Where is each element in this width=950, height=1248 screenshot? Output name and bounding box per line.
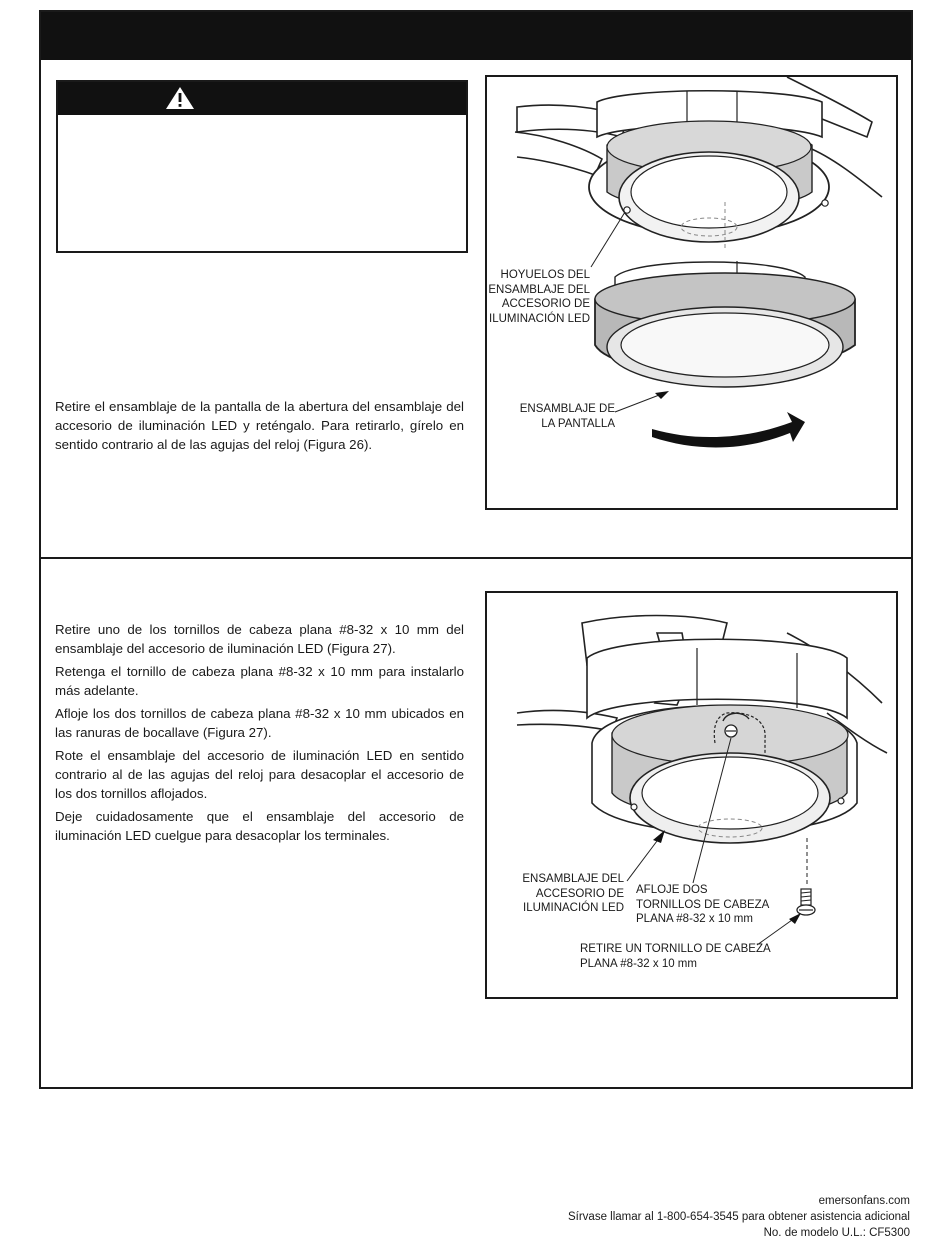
figure-26	[485, 75, 898, 510]
instruction-remove-shade	[55, 397, 464, 458]
led-fixture-illustration	[487, 593, 896, 997]
label-led-assembly: ENSAMBLAJE DEL ACCESORIO DE ILUMINACIÓN LED	[522, 873, 624, 914]
footer-website: emersonfans.com	[818, 1195, 910, 1207]
warning-box	[56, 80, 468, 253]
step-1: Retire uno de los tornillos de cabeza plana #8-32 x 10 mm del ensamblaje del accesorio de iluminación LED (Figura 27).	[55, 622, 464, 656]
instructions-remove-led	[55, 620, 464, 849]
warning-bar	[58, 82, 466, 115]
step-3: Afloje los dos tornillos de cabeza plana #8-32 x 10 mm ubicados en las ranuras de bocallave (Figura 27).	[55, 706, 464, 740]
step-5: Deje cuidadosamente que el ensamblaje del accesorio de iluminación LED cuelgue para desacoplar los terminales.	[55, 809, 464, 843]
section-divider	[41, 557, 911, 559]
label-dimples: HOYUELOS DEL ENSAMBLAJE DEL ACCESORIO DE ILUMINACIÓN LED	[488, 269, 590, 325]
header-bar	[41, 12, 911, 60]
footer-model: No. de modelo U.L.: CF5300	[763, 1227, 910, 1239]
figure-27	[485, 591, 898, 999]
step-4: Rote el ensamblaje del accesorio de iluminación LED en sentido contrario al de las agujas del reloj para desacoplar el accesorio de los dos tornillos aflojados.	[55, 748, 464, 801]
footer-phone: Sírvase llamar al 1-800-654-3545 para obtener asistencia adicional	[567, 1211, 910, 1223]
label-remove-screw: RETIRE UN TORNILLO DE CABEZA PLANA #8-32 x 10 mm	[580, 943, 771, 970]
warning-triangle-icon	[165, 86, 195, 110]
footer	[568, 1193, 910, 1241]
label-shade: ENSAMBLAJE DE LA PANTALLA	[519, 403, 615, 430]
instruction-text: Retire el ensamblaje de la pantalla de la abertura del ensamblaje del accesorio de iluminación LED y reténgalo. Para retirarlo, gírelo en sentido contrario al de las agujas del reloj (Figura 26).	[55, 399, 464, 452]
label-loosen-screws: AFLOJE DOS TORNILLOS DE CABEZA PLANA #8-32 x 10 mm	[636, 884, 770, 925]
step-2: Retenga el tornillo de cabeza plana #8-32 x 10 mm para instalarlo más adelante.	[55, 664, 464, 698]
